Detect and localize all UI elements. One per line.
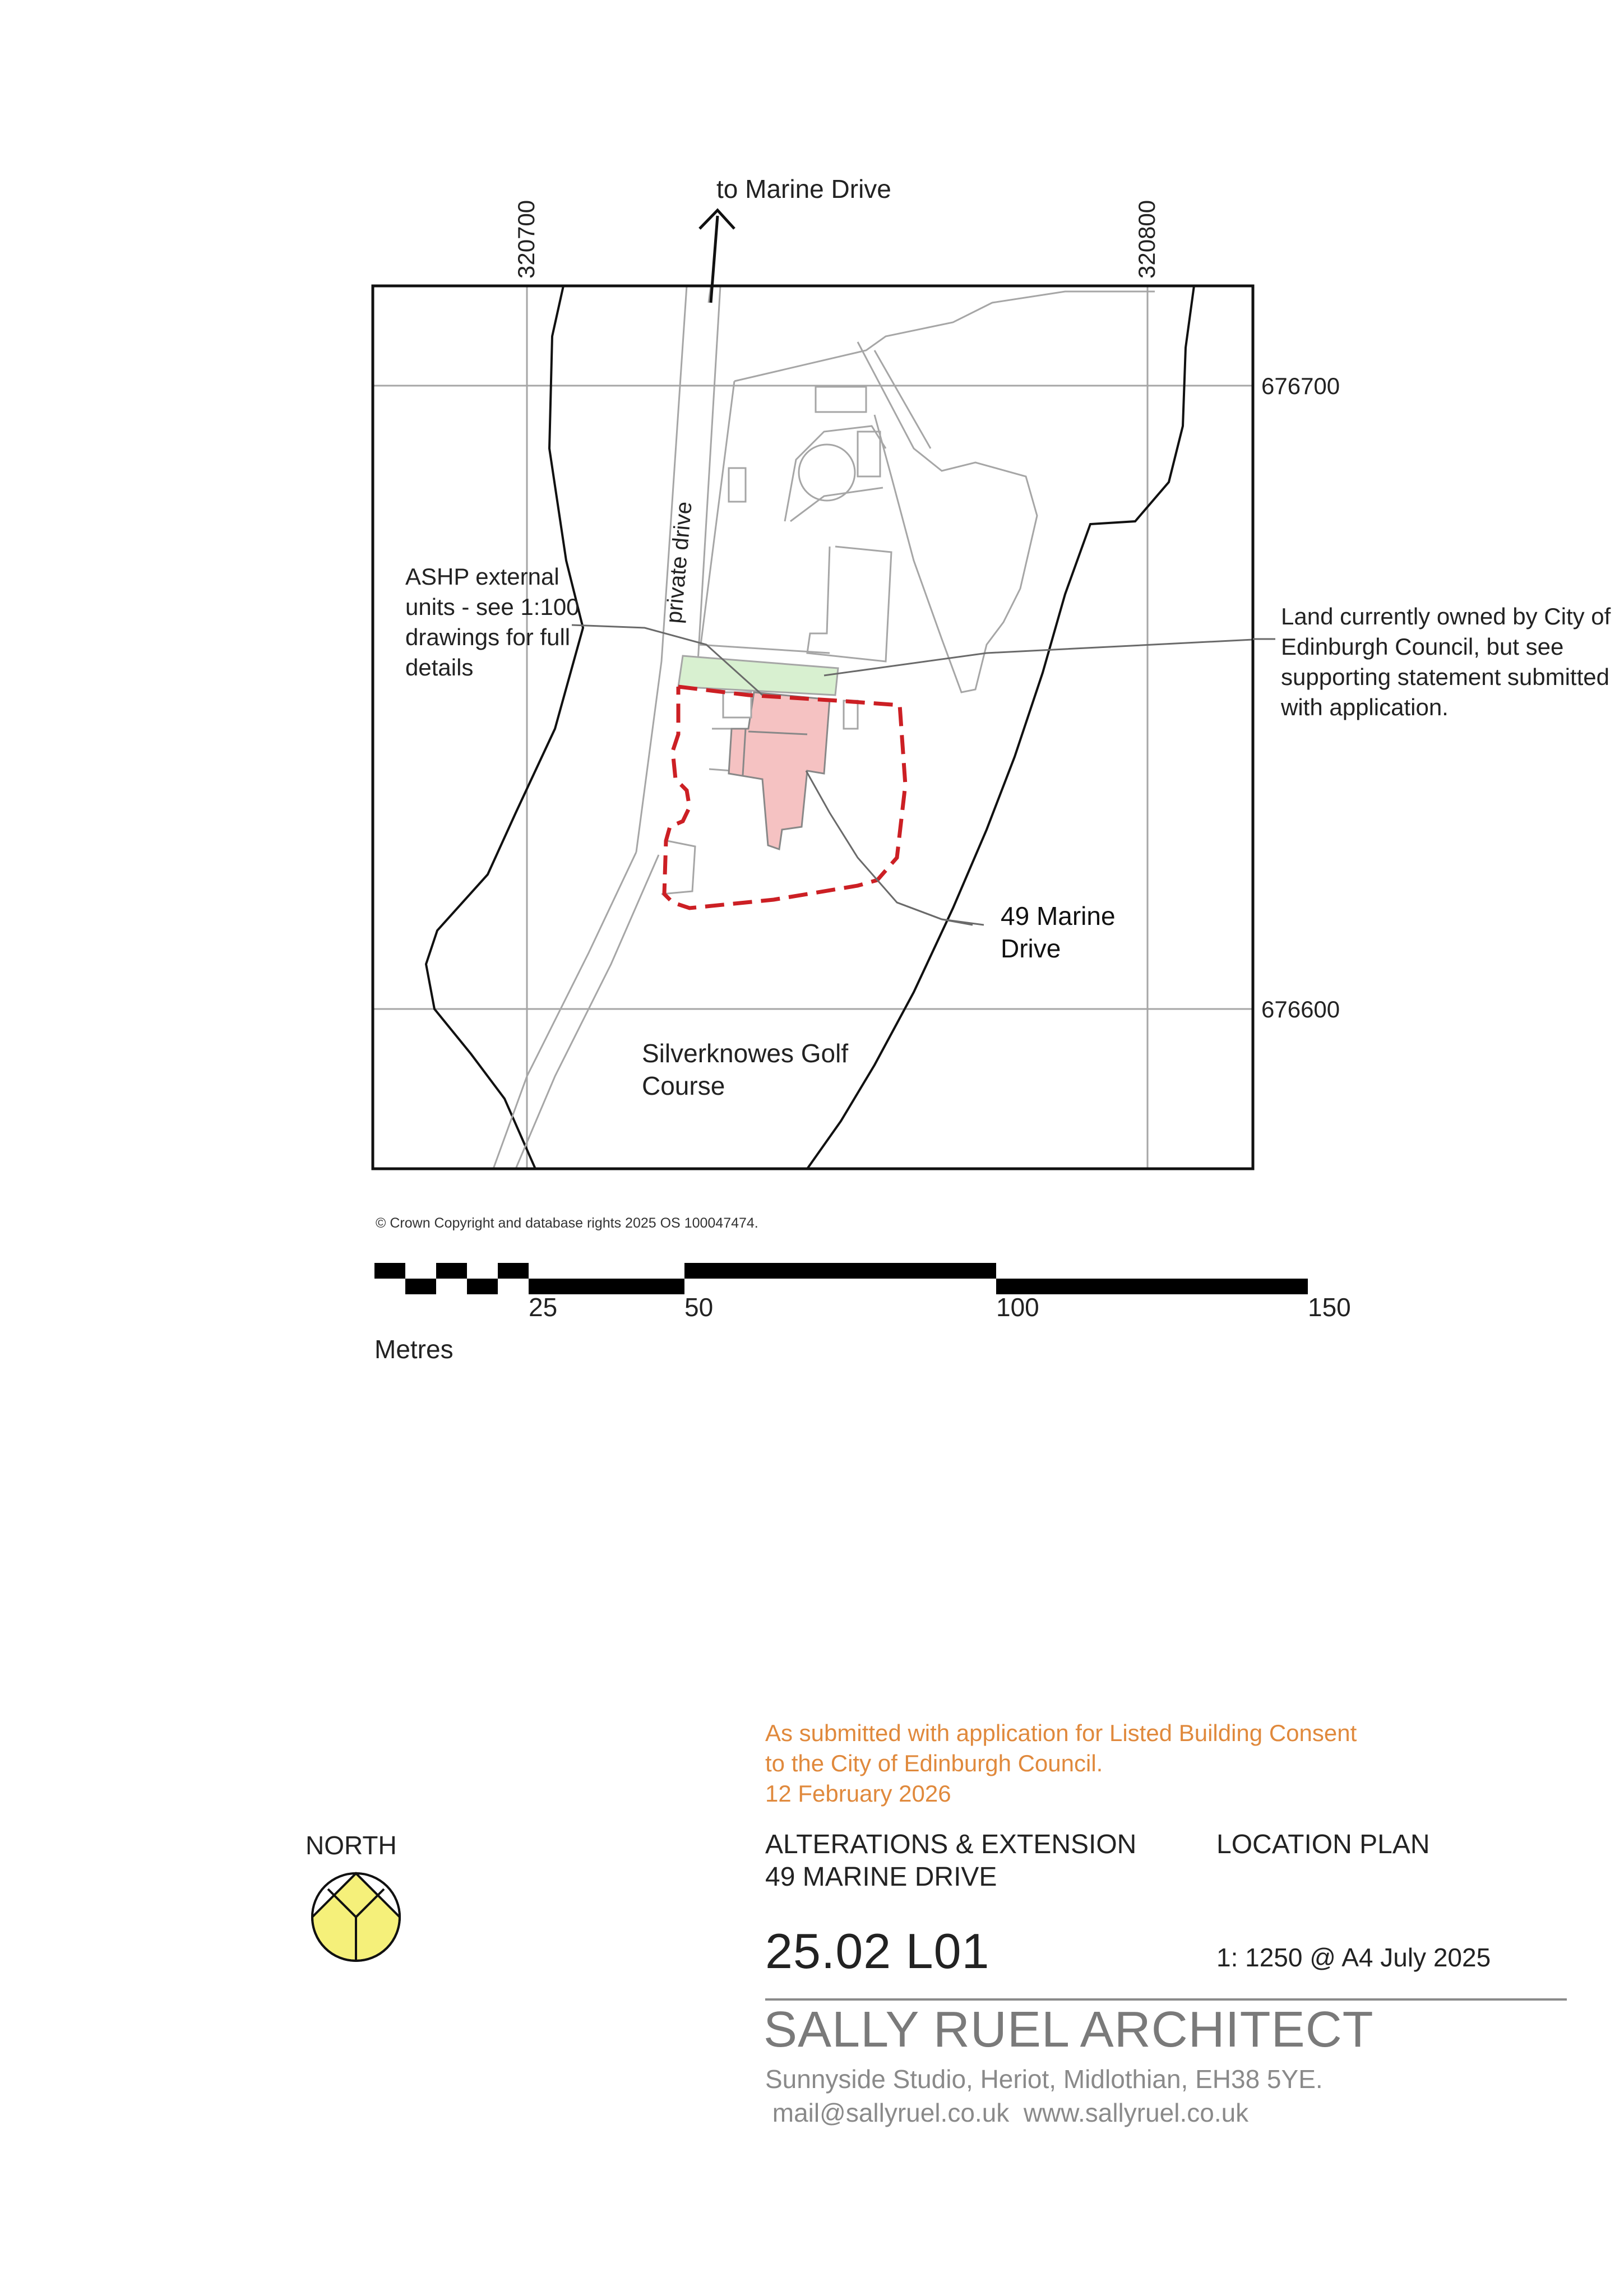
golf-course-label: Silverknowes Golf Course — [642, 1039, 849, 1100]
annotation-ashp: ASHP external units - see 1:100 drawings for full details — [405, 563, 580, 681]
grid-northing-bottom: 676600 — [1261, 996, 1340, 1022]
road-label-marine-drive: to Marine Drive — [716, 174, 891, 203]
firm-address: Sunnyside Studio, Heriot, Midlothian, EH38 5YE. — [765, 2064, 1323, 2094]
council-land-area — [678, 656, 838, 695]
copyright-notice: © Crown Copyright and database rights 2025 OS 100047474. — [376, 1215, 758, 1231]
site-label: 49 Marine Drive — [1001, 901, 1116, 963]
north-label: NORTH — [306, 1831, 397, 1860]
road-label-private-drive: private drive — [661, 500, 697, 624]
scale-bar — [374, 1263, 1308, 1294]
submission-note-line1: As submitted with application for Listed Building Consent — [765, 1720, 1357, 1746]
project-title-line1: ALTERATIONS & EXTENSION — [765, 1830, 1137, 1859]
grid-northing-top: 676700 — [1261, 373, 1340, 399]
annotation-council-land: Land currently owned by City of Edinburgh Council, but see supporting statement submitted with application. — [1281, 603, 1611, 720]
leader-lines-outside — [897, 639, 1275, 925]
project-title-line2: 49 MARINE DRIVE — [765, 1862, 997, 1892]
firm-name: SALLY RUEL ARCHITECT — [764, 2002, 1374, 2058]
road-direction-arrow — [700, 210, 734, 303]
scale-label-50: 50 — [684, 1293, 714, 1322]
scale-label-150: 150 — [1308, 1293, 1351, 1322]
scale-label-100: 100 — [996, 1293, 1039, 1322]
north-arrow-icon — [308, 1869, 404, 1965]
scale-unit: Metres — [374, 1335, 454, 1364]
map-features — [661, 291, 1155, 894]
grid-easting-right: 320800 — [1133, 200, 1160, 279]
title-divider — [765, 1998, 1567, 2001]
firm-contact: mail@sallyruel.co.uk www.sallyruel.co.uk — [765, 2098, 1249, 2127]
submission-note-line2: to the City of Edinburgh Council. — [765, 1750, 1103, 1776]
scale-and-date: 1: 1250 @ A4 July 2025 — [1216, 1943, 1491, 1972]
drawing-number: 25.02 L01 — [765, 1923, 990, 1979]
grid-easting-left: 320700 — [513, 200, 539, 279]
scale-label-25: 25 — [529, 1293, 558, 1322]
drawing-title: LOCATION PLAN — [1216, 1830, 1430, 1859]
submission-note-line3: 12 February 2026 — [765, 1780, 951, 1807]
